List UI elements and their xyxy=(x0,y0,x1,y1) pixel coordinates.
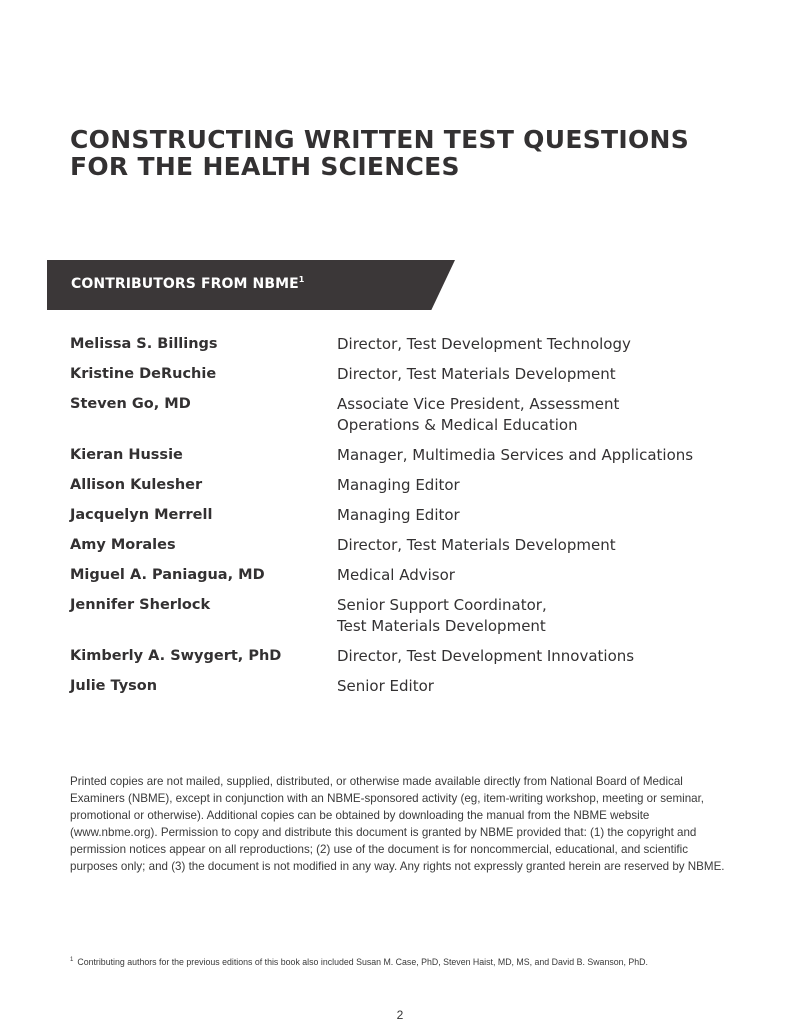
contributor-name: Kimberly A. Swygert, PhD xyxy=(70,648,282,664)
contributor-row xyxy=(70,364,750,385)
page-number: 2 xyxy=(396,1008,404,1022)
contributor-role: Managing Editor xyxy=(337,506,460,524)
contributor-name: Kristine DeRuchie xyxy=(70,366,217,382)
contributor-name: Allison Kulesher xyxy=(70,477,203,493)
contributor-role: Associate Vice President, Assessment Operations & Medical Education xyxy=(337,395,620,434)
contributor-name: Julie Tyson xyxy=(70,678,158,694)
contributor-role: Director, Test Development Innovations xyxy=(337,647,635,665)
section-heading-label: CONTRIBUTORS FROM NBME xyxy=(71,276,299,292)
title-line-1: CONSTRUCTING WRITTEN TEST QUESTIONS xyxy=(70,125,690,154)
contributor-name: Jacquelyn Merrell xyxy=(70,507,213,523)
contributor-name: Kieran Hussie xyxy=(70,447,183,463)
contributor-row xyxy=(70,475,750,496)
contributor-role: Senior Support Coordinator, Test Materials Development xyxy=(337,596,547,635)
contributor-row xyxy=(70,646,750,667)
contributor-role: Director, Test Development Technology xyxy=(337,335,631,353)
contributor-role: Director, Test Materials Development xyxy=(337,536,616,554)
contributor-name: Jennifer Sherlock xyxy=(70,597,211,613)
contributor-row xyxy=(70,565,750,586)
contributor-row xyxy=(70,394,750,436)
footnote-text: Contributing authors for the previous editions of this book also included Susan M. Case, PhD, Steven Haist, MD, MS, and David B. Swanson, PhD. xyxy=(77,956,648,967)
footnote xyxy=(70,954,750,968)
contributor-row xyxy=(70,535,750,556)
contributors-list xyxy=(70,334,750,706)
contributor-role: Senior Editor xyxy=(337,677,434,695)
contributor-row xyxy=(70,676,750,697)
contributor-name: Steven Go, MD xyxy=(70,396,191,412)
contributor-role: Director, Test Materials Development xyxy=(337,365,616,383)
contributor-row xyxy=(70,505,750,526)
contributor-name: Amy Morales xyxy=(70,537,176,553)
contributor-name: Melissa S. Billings xyxy=(70,336,218,352)
contributor-row xyxy=(70,445,750,466)
contributor-role: Manager, Multimedia Services and Applications xyxy=(337,446,694,464)
footnote-reference: 1 xyxy=(298,275,305,284)
title-line-2: FOR THE HEALTH SCIENCES xyxy=(70,152,460,181)
contributor-name: Miguel A. Paniagua, MD xyxy=(70,567,265,583)
footnote-marker: 1 xyxy=(70,957,74,963)
contributor-row xyxy=(70,595,750,637)
copyright-notice: Printed copies are not mailed, supplied, distributed, or otherwise made available directly from National Board of Medical Examiners (NBME), except in conjunction with an NBME-sponsored activity (eg, item-writing workshop, meeting or seminar, promotional or otherwise). Additional copies can be obtained by downloading the manual from the NBME website (www.nbme.org). Permission to copy and distribute this document is granted by NBME provided that: (1) the copyright and permission notices appear on all reproductions; (2) use of the document is for noncommercial, educational, and scientific purposes only; and (3) the document is not modified in any way. Any rights not expressly granted herein are reserved by NBME. xyxy=(70,775,725,873)
section-heading xyxy=(71,275,304,292)
contributor-role: Medical Advisor xyxy=(337,566,455,584)
document-title xyxy=(70,126,750,180)
contributor-role: Managing Editor xyxy=(337,476,460,494)
contributor-row xyxy=(70,334,750,355)
